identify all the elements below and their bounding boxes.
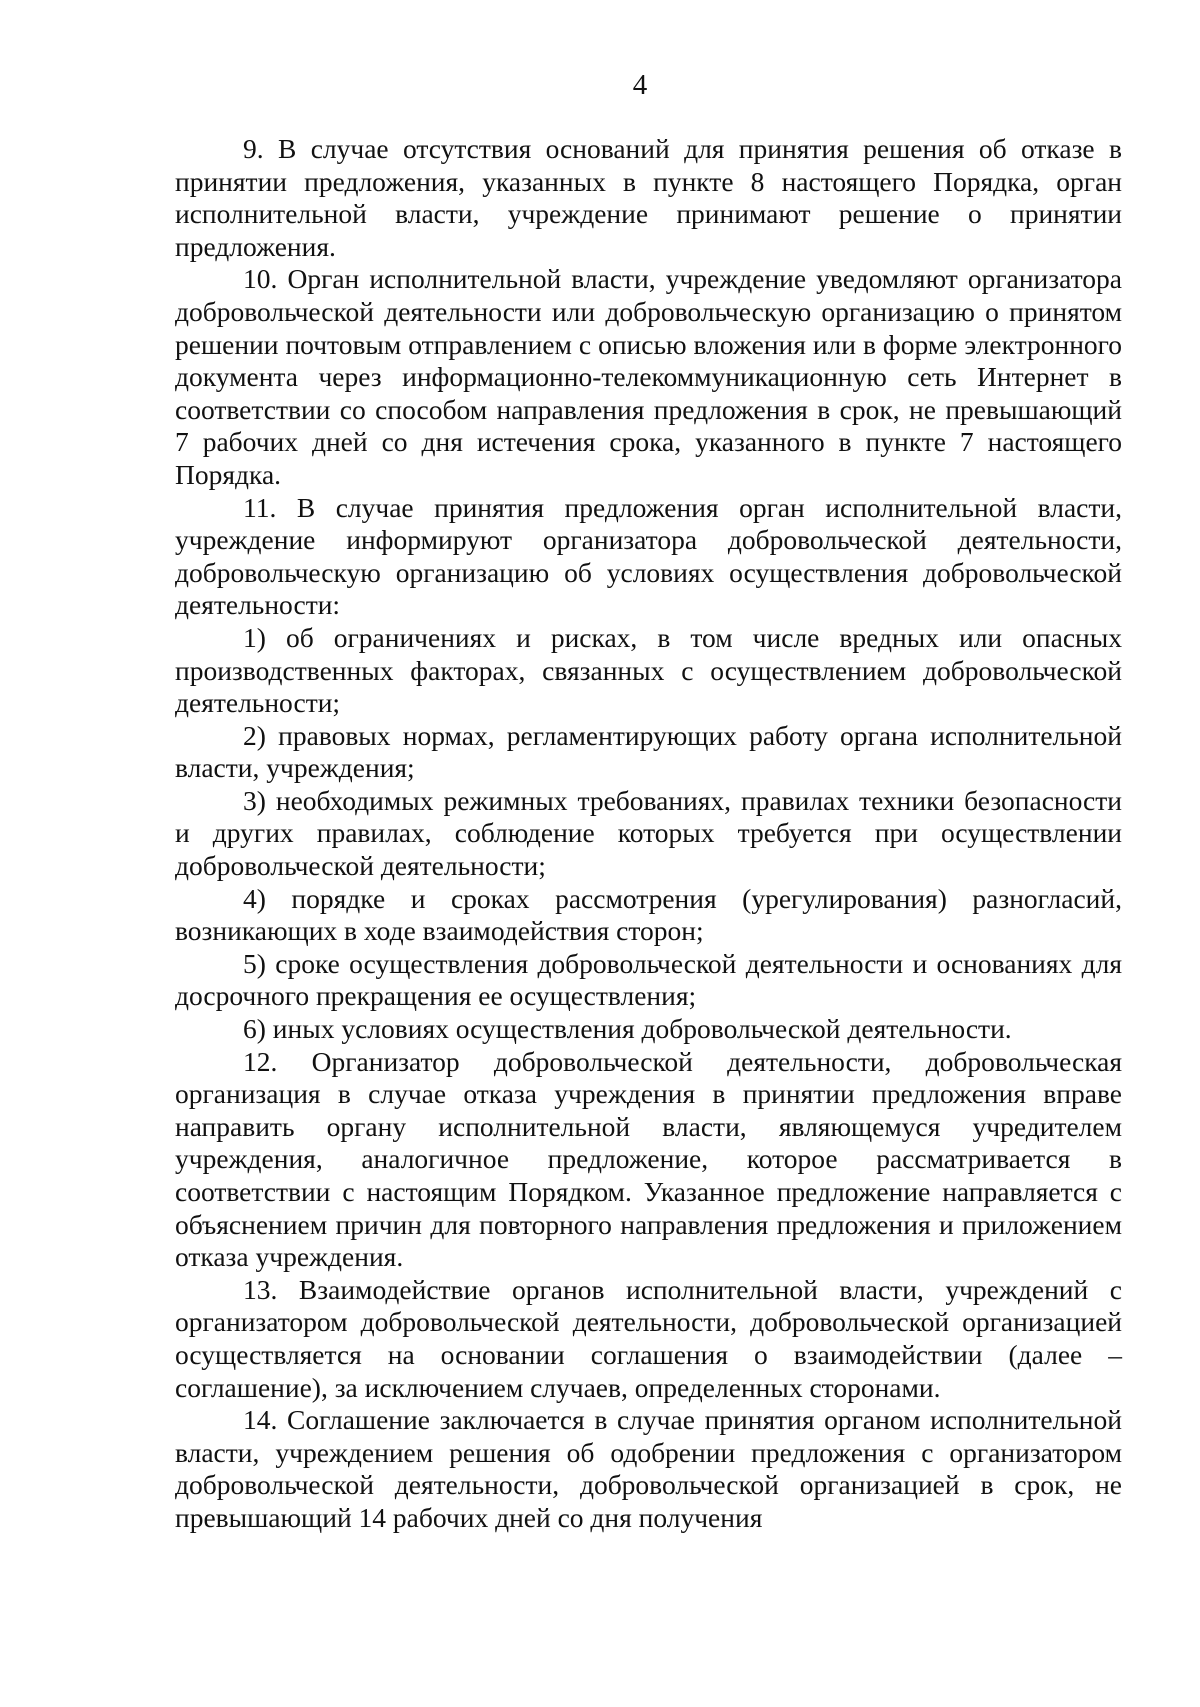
page-number: 4 [632, 69, 648, 101]
list-item-5: 5) сроке осуществления добровольческой деятельности и основаниях для досрочного прекращения ее осуществления; [175, 947, 1122, 1012]
paragraph-11: 11. В случае принятия предложения орган исполнительной власти, учреждение информируют организатора добровольческой деятельности, добровольческую организацию об условиях осуществления добровольческой деятельности: [175, 491, 1122, 621]
paragraph-14: 14. Соглашение заключается в случае принятия органом исполнительной власти, учреждением решения об одобрении предложения с организатором добровольческой деятельности, добровольческой организацией в срок, не превышающий 14 рабочих дней со дня получения [175, 1404, 1122, 1533]
list-item-6: 6) иных условиях осуществления добровольческой деятельности. [243, 1013, 1012, 1045]
paragraph-12: 12. Организатор добровольческой деятельности, добровольческая организация в случае отказа учреждения в принятии предложения вправе направить органу исполнительной власти, являющемуся учредителем учреждения, аналогичное предложение, которое рассматривается в соответствии с настоящим Порядком. Указанное предложение направляется с объяснением причин для повторного направления предложения и приложением отказа учреждения. [175, 1045, 1122, 1273]
paragraph-13: 13. Взаимодействие органов исполнительной власти, учреждений с организатором добровольческой деятельности, добровольческой организацией осуществляется на основании соглашения о взаимодействии (далее – соглашение), за исключением случаев, определенных сторонами. [175, 1273, 1122, 1403]
list-item-4: 4) порядке и сроках рассмотрения (урегулирования) разногласий, возникающих в ходе взаимодействия сторон; [175, 882, 1122, 947]
paragraph-9: 9. В случае отсутствия оснований для принятия решения об отказе в принятии предложения, указанных в пункте 8 настоящего Порядка, орган исполнительной власти, учреждение принимают решение о принятии предложения. [175, 133, 1122, 262]
list-item-2: 2) правовых нормах, регламентирующих работу органа исполнительной власти, учреждения; [175, 719, 1122, 784]
paragraph-10: 10. Орган исполнительной власти, учреждение уведомляют организатора добровольческой деятельности или добровольческую организацию о принятом решении почтовым отправлением с описью вложения или в форме электронного документа через информационно-телекоммуникационную сеть Интернет в соответствии со способом направления предложения в срок, не превышающий 7 рабочих дней со дня истечения срока, указанного в пункте 7 настоящего Порядка. [175, 263, 1122, 490]
list-item-3: 3) необходимых режимных требованиях, правилах техники безопасности и других правилах, соблюдение которых требуется при осуществлении добровольческой деятельности; [175, 784, 1122, 882]
document-body [175, 133, 1122, 1535]
list-item-1: 1) об ограничениях и рисках, в том числе вредных или опасных производственных факторах, связанных с осуществлением добровольческой деятельности; [175, 621, 1122, 719]
